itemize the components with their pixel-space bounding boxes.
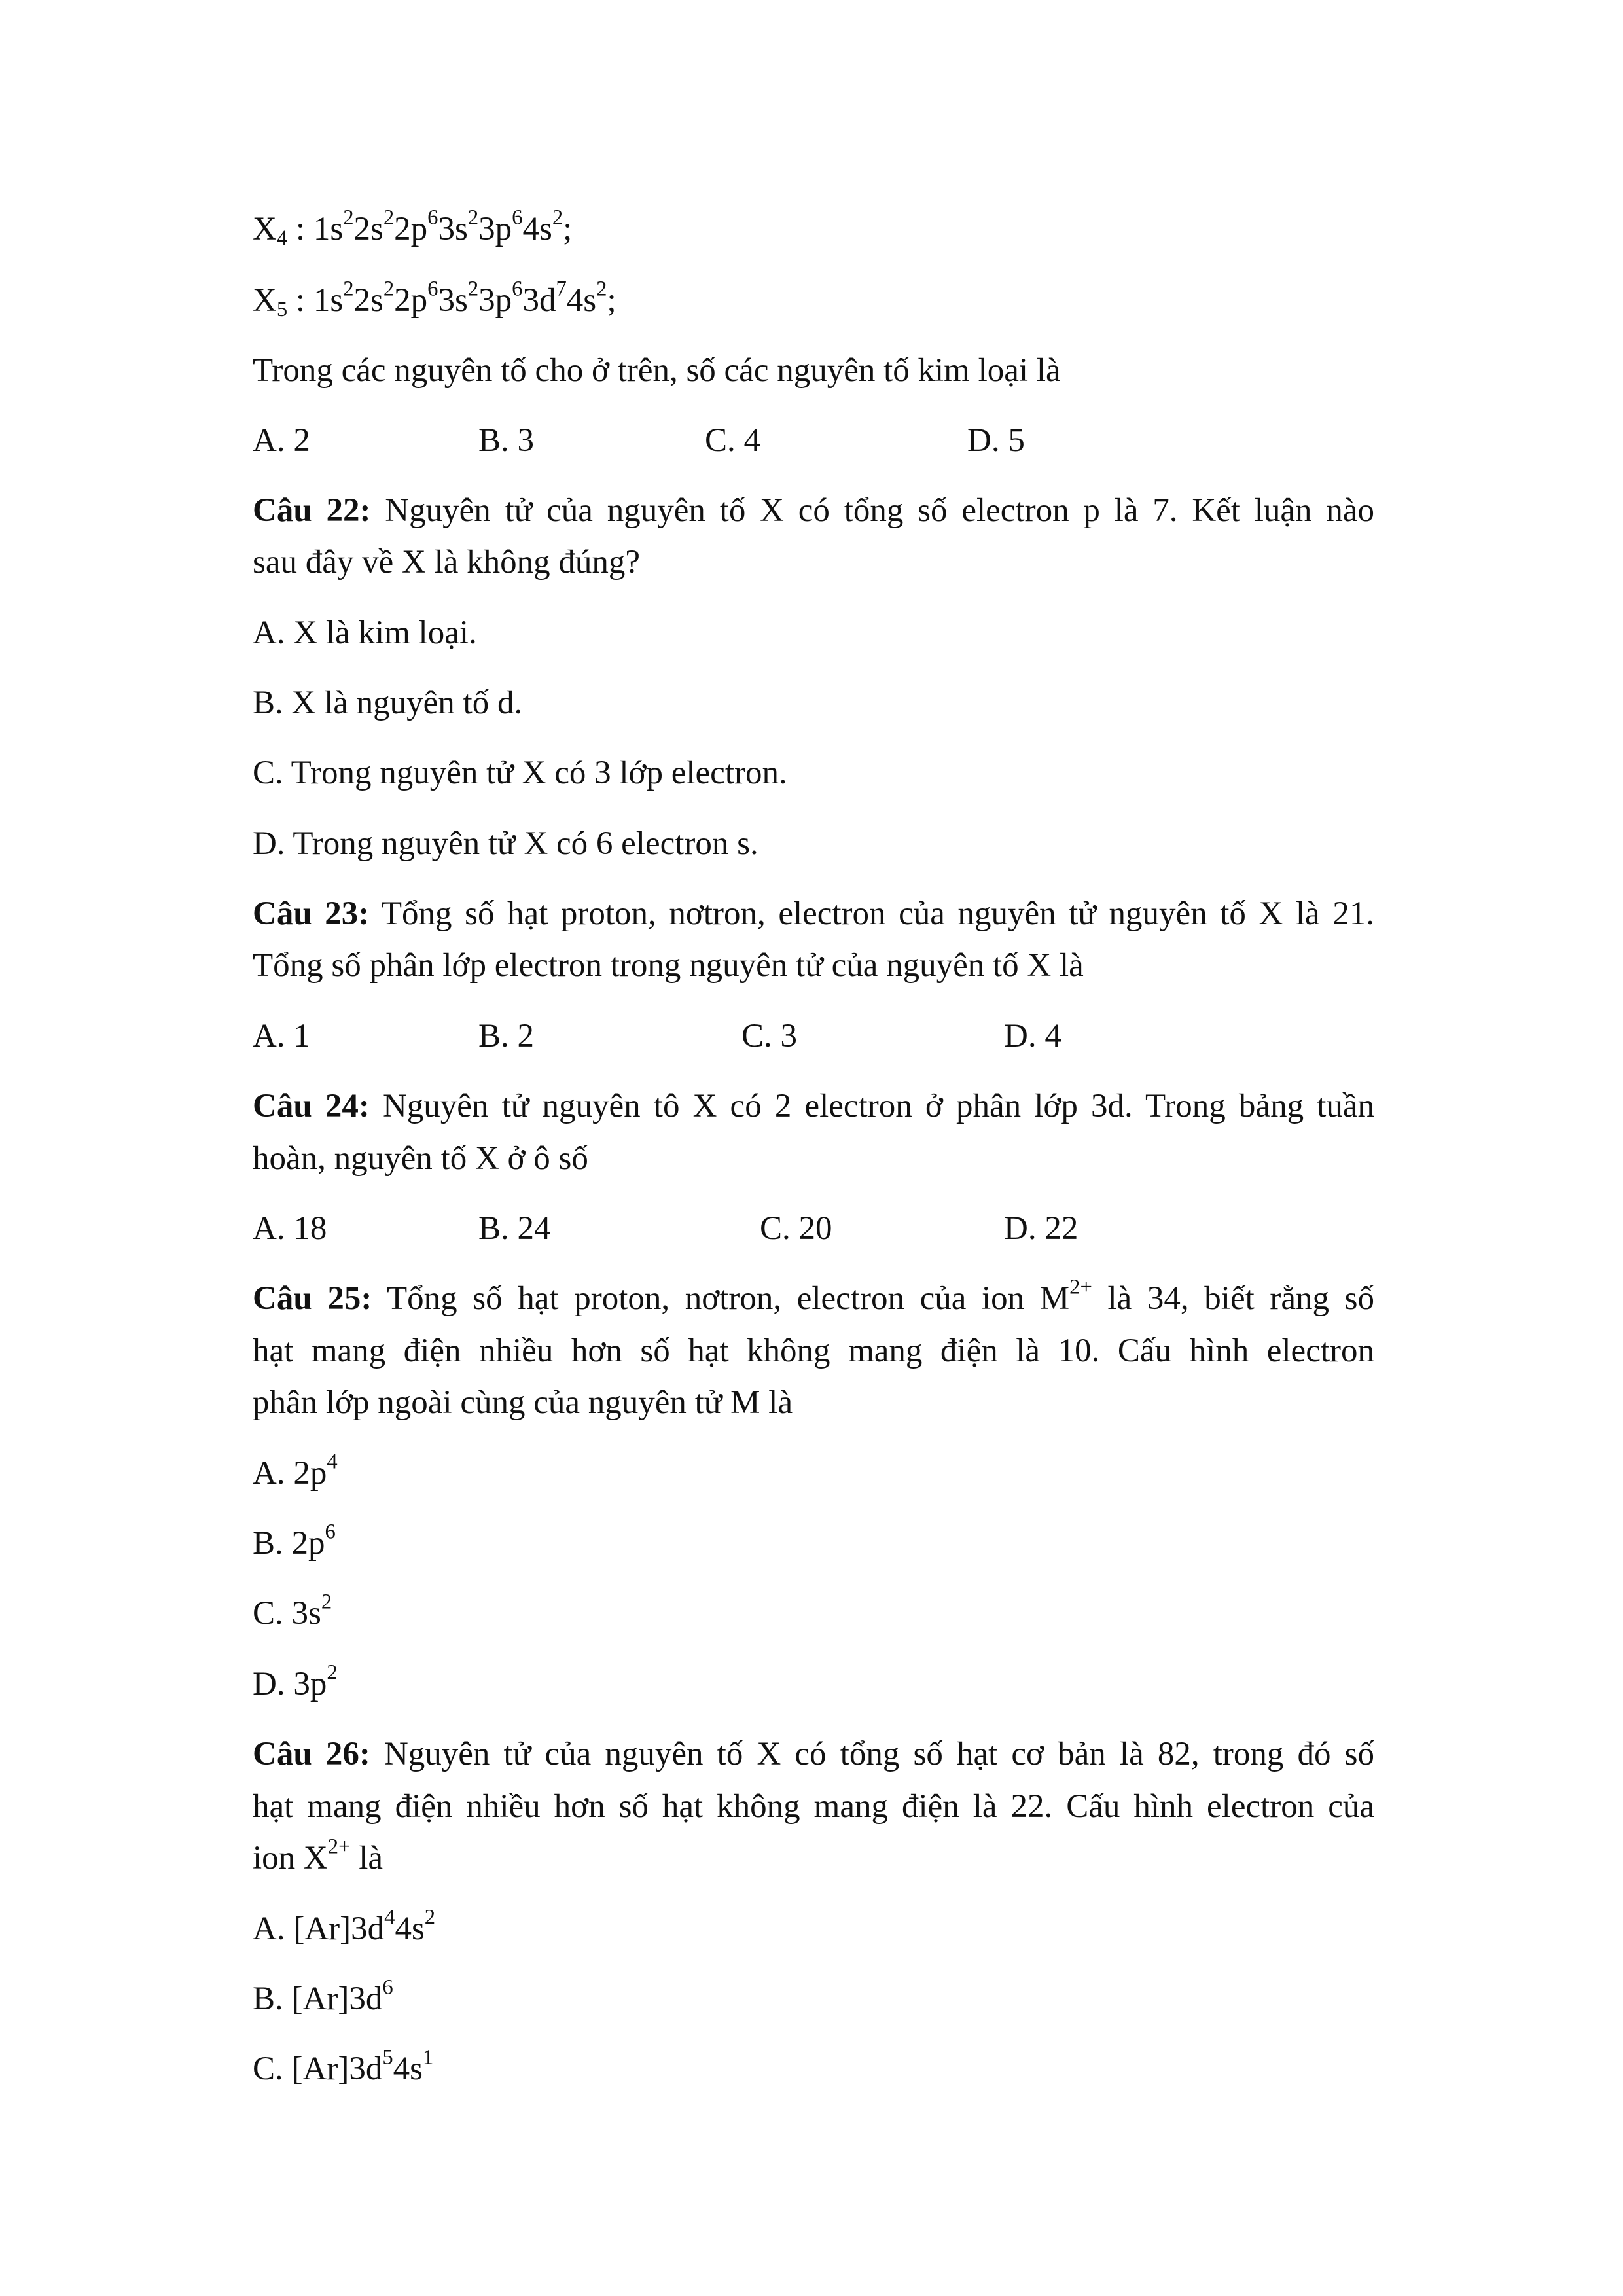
orbital-electron-count: 1 <box>422 2045 434 2070</box>
orbital-electron-count: 2 <box>467 277 479 301</box>
orbital-electron-count: 5 <box>382 2045 393 2070</box>
q24-label: Câu 24: <box>253 1088 370 1124</box>
orbital-term: 3s <box>438 211 468 247</box>
q22-option-d[interactable]: D. Trong nguyên tử X có 6 electron s. <box>253 825 758 862</box>
q26-option-a-config <box>351 1905 436 1947</box>
orbital-term: 3s <box>438 282 468 319</box>
q26-option-c-config <box>349 2045 434 2087</box>
orbital-term: 3p <box>478 211 512 247</box>
q26-option-c-label: C. [Ar] <box>253 2051 349 2087</box>
fragment-option-a[interactable]: A. 2 <box>253 422 310 459</box>
q26-stem-line2: hạt mang điện nhiều hơn số hạt không mang điện là 22. Cấu hình electron của <box>253 1788 1374 1825</box>
q26-text-3b: là <box>359 1840 383 1876</box>
q25-label: Câu 25: <box>253 1280 372 1317</box>
q22-stem-line2: sau đây về X là không đúng? <box>253 544 641 581</box>
orbital-term: 3p <box>478 282 512 319</box>
q24-stem-line1 <box>253 1086 1374 1126</box>
q25-text-1b: là 34, biết rằng số <box>1107 1280 1375 1317</box>
q24-option-b[interactable]: B. 24 <box>478 1210 551 1247</box>
orbital-electron-count: 6 <box>382 1975 393 2000</box>
fragment-stem: Trong các nguyên tố cho ở trên, số các nguyên tố kim loại là <box>253 352 1061 389</box>
fragment-option-d[interactable]: D. 5 <box>967 422 1025 459</box>
orbital-term: 1s <box>313 282 344 319</box>
q25-option-d-label: D. 3p <box>253 1666 327 1702</box>
q25-option-b-sup: 6 <box>325 1520 336 1544</box>
q25-option-b[interactable] <box>253 1520 336 1563</box>
orbital-term: 2p <box>394 211 428 247</box>
q22-option-b[interactable]: B. X là nguyên tố d. <box>253 685 523 721</box>
q23-text-1: Tổng số hạt proton, nơtron, electron của nguyên tử nguyên tố X là 21. <box>381 895 1374 932</box>
q23-stem-line2: Tổng số phân lớp electron trong nguyên tử của nguyên tố X là <box>253 947 1084 984</box>
orbital-term: 4s <box>395 1910 425 1947</box>
x5-subscript: 5 <box>276 298 288 322</box>
orbital-term: 2s <box>353 282 383 319</box>
orbital-electron-count: 2 <box>343 277 354 301</box>
orbital-term: 3d <box>349 1981 383 2017</box>
q25-stem-line3: phân lớp ngoài cùng của nguyên tử M là <box>253 1384 793 1421</box>
q26-stem-line3 <box>253 1835 383 1878</box>
q23-label: Câu 23: <box>253 895 370 932</box>
q22-label: Câu 22: <box>253 492 371 529</box>
q25-option-a[interactable] <box>253 1450 338 1493</box>
orbital-term: 3d <box>349 2051 383 2087</box>
orbital-term: 4s <box>522 211 552 247</box>
q26-option-b[interactable] <box>253 1975 393 2018</box>
q26-option-b-config <box>349 1975 393 2017</box>
orbital-electron-count: 6 <box>427 277 438 301</box>
q26-stem-line1 <box>253 1734 1374 1774</box>
q24-option-c[interactable]: C. 20 <box>760 1210 832 1247</box>
q23-option-d[interactable]: D. 4 <box>1004 1018 1061 1054</box>
orbital-electron-count: 4 <box>384 1905 395 1929</box>
q22-stem-line1 <box>253 491 1374 530</box>
q26-option-a-label: A. [Ar] <box>253 1910 351 1947</box>
orbital-term: 3d <box>522 282 556 319</box>
q24-text-1: Nguyên tử nguyên tô X có 2 electron ở phân lớp 3d. Trong bảng tuần <box>382 1088 1375 1124</box>
x4-symbol: X <box>253 211 277 247</box>
q23-option-a[interactable]: A. 1 <box>253 1018 310 1054</box>
q25-option-b-label: B. 2p <box>253 1525 325 1562</box>
q22-option-c[interactable]: C. Trong nguyên tử X có 3 lớp electron. <box>253 755 787 791</box>
q26-ion-charge: 2+ <box>327 1835 351 1859</box>
q26-text-3a: ion X <box>253 1840 328 1876</box>
q23-stem-line1 <box>253 894 1374 933</box>
q23-option-b[interactable]: B. 2 <box>478 1018 535 1054</box>
orbital-electron-count: 2 <box>596 277 607 301</box>
orbital-term: 2p <box>394 282 428 319</box>
orbital-electron-count: 2 <box>552 206 563 230</box>
orbital-term: 4s <box>566 282 597 319</box>
x4-end: ; <box>563 211 573 247</box>
q24-option-a[interactable]: A. 18 <box>253 1210 327 1247</box>
orbital-electron-count: 6 <box>427 206 438 230</box>
orbital-term: 2s <box>353 211 383 247</box>
fragment-option-b[interactable]: B. 3 <box>478 422 535 459</box>
orbital-electron-count: 2 <box>467 206 479 230</box>
x5-end: ; <box>607 282 616 319</box>
q22-option-a[interactable]: A. X là kim loại. <box>253 615 477 651</box>
orbital-electron-count: 7 <box>556 277 567 301</box>
orbital-electron-count: 2 <box>343 206 354 230</box>
x5-electron-config <box>313 277 607 319</box>
orbital-electron-count: 2 <box>424 1905 436 1929</box>
x4-configuration: $X_4$ : $1s^22s^22p^63s^23p^64s^2$; <box>253 206 573 251</box>
x5-configuration: $X_5$ : $1s^22s^22p^63s^23p^63d^74s^2$; <box>253 277 616 322</box>
fragment-option-c[interactable]: C. 4 <box>705 422 761 459</box>
orbital-electron-count: 6 <box>512 206 523 230</box>
q25-option-c-label: C. 3s <box>253 1595 321 1632</box>
x5-symbol: X <box>253 282 277 319</box>
orbital-term: 1s <box>313 211 344 247</box>
q25-stem-line2: hạt mang điện nhiều hơn số hạt không mang điện là 10. Cấu hình electron <box>253 1333 1374 1369</box>
q24-option-d[interactable]: D. 22 <box>1004 1210 1079 1247</box>
q25-ion-charge: 2+ <box>1069 1275 1092 1299</box>
q26-option-a[interactable] <box>253 1905 436 1948</box>
q25-option-d[interactable] <box>253 1660 338 1704</box>
orbital-term: 3d <box>351 1910 385 1947</box>
orbital-electron-count: 2 <box>383 206 395 230</box>
q26-option-b-label: B. [Ar] <box>253 1981 349 2017</box>
q25-option-c[interactable] <box>253 1590 332 1633</box>
q25-text-1a: Tổng số hạt proton, nơtron, electron của ion M <box>387 1280 1070 1317</box>
q25-option-d-sup: 2 <box>327 1660 338 1685</box>
q25-stem-line1 <box>253 1275 1375 1318</box>
orbital-electron-count: 2 <box>383 277 395 301</box>
x4-electron-config <box>313 206 563 247</box>
orbital-term: 4s <box>393 2051 423 2087</box>
q23-option-c[interactable]: C. 3 <box>741 1018 798 1054</box>
q25-option-c-sup: 2 <box>321 1590 332 1614</box>
orbital-electron-count: 6 <box>512 277 523 301</box>
q26-label: Câu 26: <box>253 1736 370 1772</box>
q25-option-a-sup: 4 <box>327 1450 338 1474</box>
q26-text-1: Nguyên tử của nguyên tố X có tổng số hạt cơ bản là 82, trong đó số <box>383 1736 1374 1772</box>
x4-subscript: 4 <box>276 226 288 251</box>
q26-option-c[interactable] <box>253 2045 434 2089</box>
q25-option-a-label: A. 2p <box>253 1455 327 1492</box>
q22-text-1: Nguyên tử của nguyên tố X có tổng số electron p là 7. Kết luận nào <box>385 492 1374 529</box>
q24-stem-line2: hoàn, nguyên tố X ở ô số <box>253 1140 588 1177</box>
